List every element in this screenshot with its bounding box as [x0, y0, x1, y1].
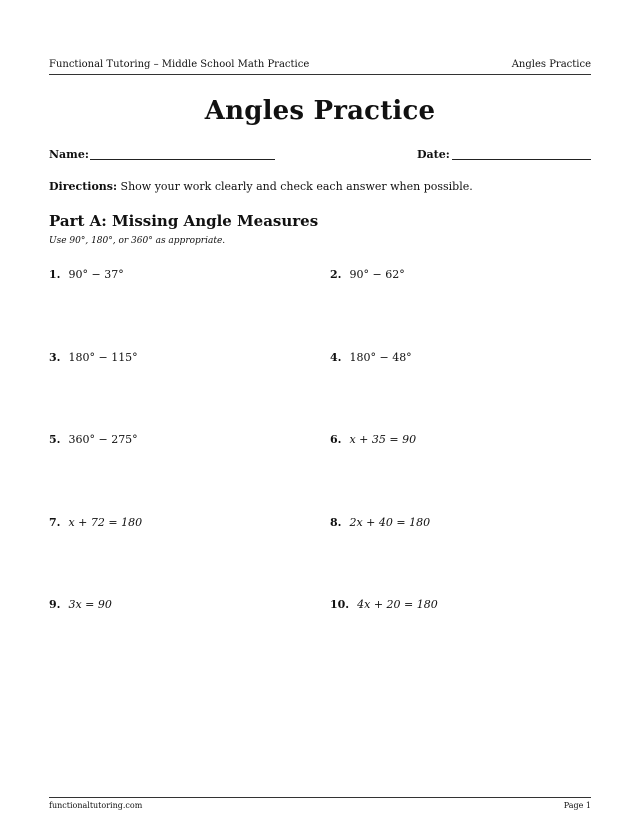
date-field[interactable] — [452, 148, 591, 160]
problem-number: 2. — [330, 268, 342, 281]
problem-number: 7. — [49, 516, 61, 529]
header-right-text: Angles Practice — [511, 59, 591, 70]
problem-number: 10. — [330, 598, 350, 611]
name-field[interactable] — [90, 148, 275, 160]
page-footer — [49, 797, 591, 812]
directions-text: Show your work clearly and check each answer when possible. — [117, 180, 473, 193]
problem-5 — [49, 433, 138, 446]
problem-8 — [330, 516, 430, 529]
problem-3 — [49, 351, 138, 364]
problem-4 — [330, 351, 412, 364]
problem-1 — [49, 268, 124, 281]
page-header — [49, 58, 591, 75]
problem-expression: 3x = 90 — [68, 598, 112, 611]
section-heading: Part A: Missing Angle Measures — [49, 212, 319, 230]
name-date-row — [49, 148, 591, 164]
name-label: Name: — [49, 148, 89, 161]
problem-expression: 2x + 40 = 180 — [349, 516, 431, 529]
section-note: Use 90°, 180°, or 360° as appropriate. — [49, 236, 226, 246]
problem-number: 5. — [49, 433, 61, 446]
problem-number: 8. — [330, 516, 342, 529]
problem-number: 3. — [49, 351, 61, 364]
problem-expression: 4x + 20 = 180 — [357, 598, 438, 611]
footer-page-number: Page 1 — [563, 801, 591, 810]
problem-number: 1. — [49, 268, 61, 281]
problem-10 — [330, 598, 438, 611]
problem-7 — [49, 516, 142, 529]
problem-expression: 360° − 275° — [68, 433, 138, 446]
date-label: Date: — [417, 148, 450, 161]
problem-expression: 180° − 115° — [68, 351, 138, 364]
problem-expression: 90° − 62° — [349, 268, 405, 281]
page-title: Angles Practice — [204, 96, 436, 126]
problem-6 — [330, 433, 416, 446]
problem-number: 4. — [330, 351, 342, 364]
problem-expression: 180° − 48° — [349, 351, 412, 364]
problem-2 — [330, 268, 405, 281]
footer-website: functionaltutoring.com — [49, 801, 143, 810]
problem-expression: 90° − 37° — [68, 268, 124, 281]
header-left-text: Functional Tutoring – Middle School Math Practice — [49, 59, 310, 70]
problem-9 — [49, 598, 112, 611]
directions-label: Directions: — [49, 180, 118, 193]
problem-expression: x + 35 = 90 — [349, 433, 417, 446]
problem-expression: x + 72 = 180 — [68, 516, 143, 529]
directions — [49, 180, 591, 193]
problem-number: 9. — [49, 598, 61, 611]
problem-number: 6. — [330, 433, 342, 446]
